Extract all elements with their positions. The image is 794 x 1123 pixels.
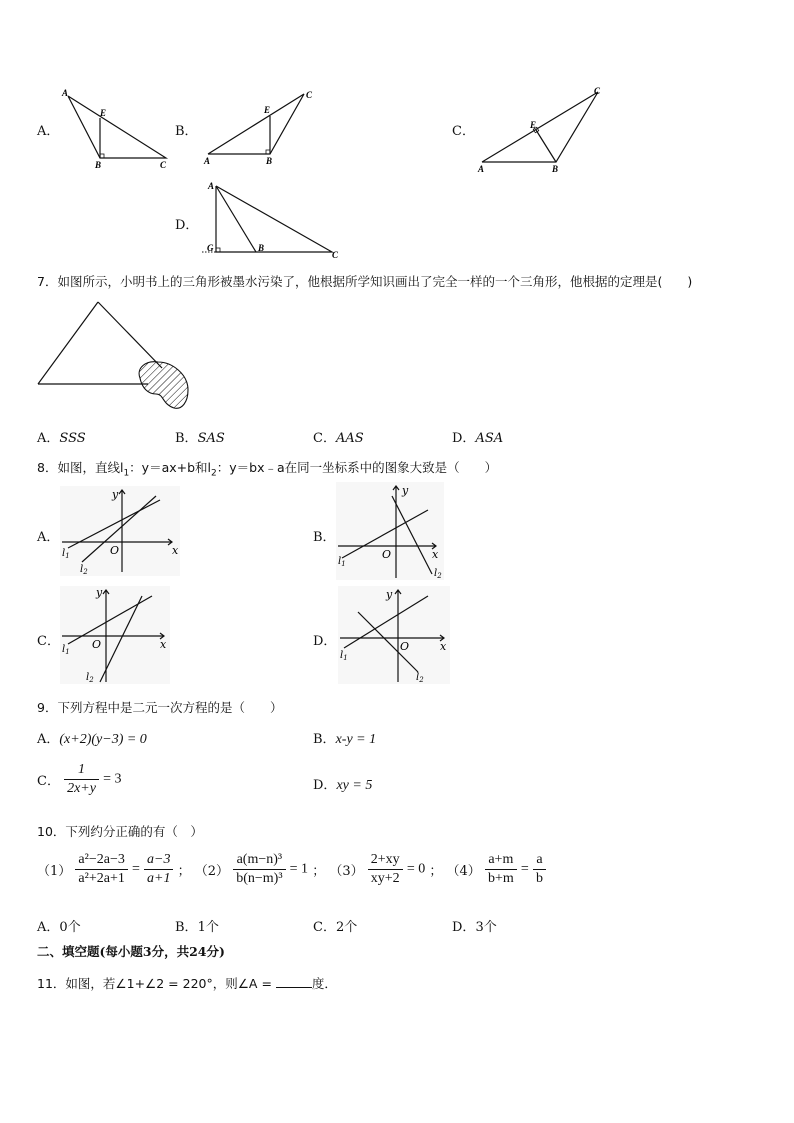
q6-figure-c: [476, 84, 616, 179]
q8c-x-label: x: [160, 638, 167, 651]
q9-option-c: C． $\frac{1}{2x+y}$ = 3: [37, 762, 122, 796]
q9-option-d: D．xy = 5: [313, 778, 373, 793]
q6d-label-b: B: [258, 243, 265, 253]
q6c-label-e: E: [530, 120, 537, 130]
q10-option-c: C．2个: [313, 920, 358, 935]
q9-option-b: B．x-y = 1: [313, 732, 377, 747]
q8-graph-d: [338, 586, 452, 686]
q10-option-a: A．0个: [37, 920, 81, 935]
q6c-label-a: A: [478, 164, 485, 174]
q8d-x-label: x: [440, 640, 447, 653]
q8c-origin-label: O: [92, 638, 102, 651]
q6c-label-c: C: [594, 86, 601, 96]
q10-items-row: （1） $\frac{\text{a²−2a−3}}{\text{a²+2a+1}}$ = $\frac{a-3}{a+1}$ ； （2） $\frac{\text{a(m−n)³}}{\text{b(n−m)³}}$ = 1 ； （3） $\frac{2+xy}{xy+2}$ = 0 ； （4） $\frac{a+m}{b+m}$ = $\frac{a}{b}$: [37, 852, 546, 887]
q8c-y-label: y: [96, 586, 103, 599]
q6a-label-a: A: [62, 88, 69, 98]
q8a-x-label: x: [172, 544, 179, 557]
q6b-label-b: B: [266, 156, 273, 166]
q8b-origin-label: O: [382, 548, 392, 561]
q8d-l1-label: $l_1$: [340, 650, 348, 662]
q8-option-b-label: B．: [313, 530, 336, 545]
q8-option-d-label: D．: [313, 634, 337, 649]
q10-item1-frac2: $\frac{a-3}{a+1}$: [144, 852, 173, 887]
q8-option-a-label: A．: [37, 530, 60, 545]
section2-title: 二、填空题(每小题3分，共24分): [37, 944, 225, 959]
q9-c-fraction: $\frac{1}{2x+y}$: [64, 762, 99, 797]
q8a-origin-label: O: [110, 544, 120, 557]
q8b-y-label: y: [402, 484, 409, 497]
q11-answer-blank[interactable]: [276, 975, 312, 988]
q6d-label-g: G: [207, 243, 214, 253]
q8-graph-a: [60, 486, 182, 578]
q10-item3-frac: $\frac{2+xy}{xy+2}$: [368, 852, 403, 887]
q7-stem: 7．如图所示，小明书上的三角形被墨水污染了，他根据所学知识画出了完全一样的一个三角形，他根据的定理是( ): [37, 274, 693, 289]
q10-option-b: B．1个: [175, 920, 219, 935]
q10-stem: 10．下列约分正确的有（ ）: [37, 824, 203, 839]
q7-option-a: A．SSS: [37, 431, 86, 446]
q8c-l2-label: $l_2$: [86, 672, 94, 684]
q9-option-a: A．(x+2)(y−3) = 0: [37, 732, 147, 747]
q6-figure-a: [60, 88, 180, 168]
q6b-label-a: A: [204, 156, 211, 166]
q6b-label-c: C: [306, 90, 313, 100]
q6d-label-c: C: [332, 250, 339, 260]
q6a-label-b: B: [95, 160, 102, 170]
q6-figure-b: [200, 88, 320, 168]
q8b-x-label: x: [432, 548, 439, 561]
q8-graph-c: [60, 586, 172, 686]
q8b-l2-label: $l_2$: [434, 568, 442, 580]
q8d-origin-label: O: [400, 640, 410, 653]
q6a-label-c: C: [160, 160, 167, 170]
q6-option-a-label: A．: [37, 124, 60, 139]
q6a-label-e: E: [100, 108, 107, 118]
q8-option-c-label: C．: [37, 634, 60, 649]
q8-stem: 8．如图，直线$l_1$：y＝ax+b和$l_2$：y＝bx﹣a在同一坐标系中的图象大致是（ ）: [37, 460, 498, 479]
q6-option-b-label: B．: [175, 124, 198, 139]
q6-option-c-label: C．: [452, 124, 475, 139]
q10-item4-frac: $\frac{a+m}{b+m}$: [485, 852, 517, 887]
q10-item1-frac: $\frac{\text{a²−2a−3}}{\text{a²+2a+1}}$: [75, 852, 127, 887]
q8-graph-b: [336, 482, 446, 582]
q8d-y-label: y: [386, 588, 393, 601]
q6d-label-a: A: [208, 181, 215, 191]
q7-ink-triangle-figure: [36, 298, 206, 413]
q6-option-d-label: D．: [175, 218, 199, 233]
q8a-y-label: y: [112, 488, 119, 501]
q7-option-d: D．ASA: [452, 431, 504, 446]
q10-item4-frac2: $\frac{a}{b}$: [533, 852, 546, 887]
q11-stem: 11．如图，若∠1+∠2 = 220°，则∠A = 度．: [37, 976, 337, 991]
q7-option-b: B．SAS: [175, 431, 225, 446]
q10-option-d: D．3个: [452, 920, 497, 935]
q8c-l1-label: $l_1$: [62, 644, 70, 656]
q8b-l1-label: $l_1$: [338, 556, 346, 568]
q9-stem: 9．下列方程中是二元一次方程的是（ ）: [37, 700, 283, 715]
q6-figure-d: [200, 178, 350, 263]
q8a-l2-label: $l_2$: [80, 564, 88, 576]
q6b-label-e: E: [264, 105, 271, 115]
q10-item2-frac: $\frac{\text{a(m−n)³}}{\text{b(n−m)³}}$: [233, 852, 285, 887]
q6c-label-b: B: [552, 164, 559, 174]
q7-option-c: C．AAS: [313, 431, 364, 446]
q8d-l2-label: $l_2$: [416, 672, 424, 684]
q8a-l1-label: $l_1$: [62, 548, 70, 560]
